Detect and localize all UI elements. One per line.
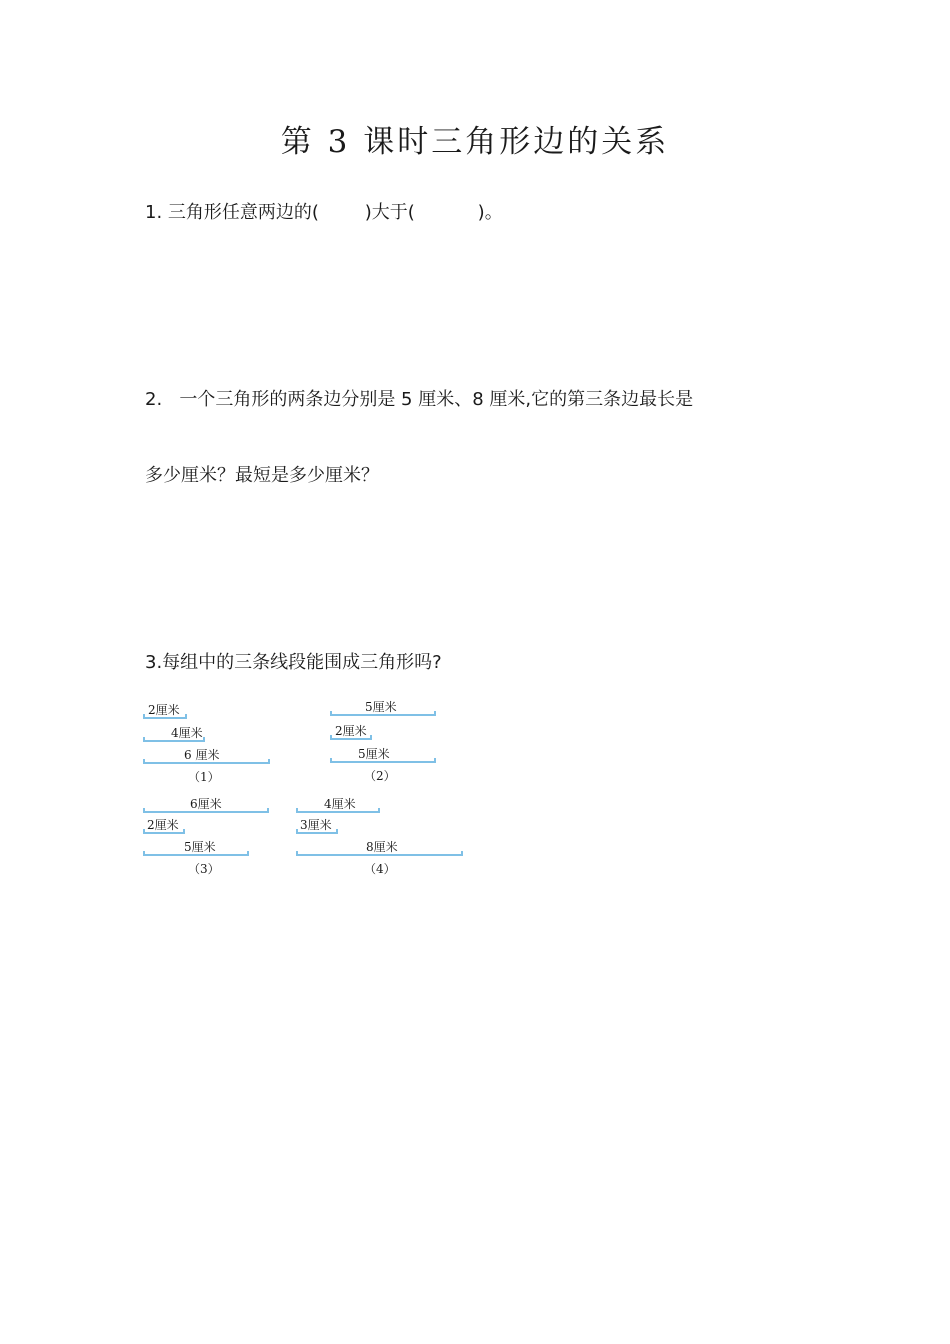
page-title: 第 3 课时三角形边的关系 — [280, 124, 670, 160]
question-2-line-2: 多少厘米？最短是多少厘米？ — [145, 465, 379, 486]
question-1: 1. 三角形任意两边的( )大于( )。 — [145, 202, 503, 223]
segment — [143, 808, 269, 813]
figure-caption: （3） — [188, 862, 220, 876]
figure-caption: （1） — [188, 770, 220, 784]
segment-label: 2厘米 — [147, 818, 179, 832]
segment-label: 6 厘米 — [184, 748, 220, 762]
question-3: 3.每组中的三条线段能围成三角形吗? — [145, 652, 442, 673]
segment-label: 4厘米 — [324, 797, 356, 811]
figure-caption: （4） — [364, 862, 396, 876]
segment — [143, 829, 185, 834]
segment — [143, 714, 187, 719]
segment-label: 5厘米 — [358, 747, 390, 761]
segment-label: 6厘米 — [190, 797, 222, 811]
segment — [143, 759, 270, 764]
segment — [143, 737, 205, 742]
segment — [296, 829, 338, 834]
figure-caption: （2） — [364, 769, 396, 783]
segment-label: 4厘米 — [171, 726, 203, 740]
segment — [296, 808, 380, 813]
segment-label: 5厘米 — [365, 700, 397, 714]
segment-label: 3厘米 — [300, 818, 332, 832]
segment — [330, 711, 436, 716]
segment-label: 2厘米 — [148, 703, 180, 717]
segment — [330, 758, 436, 763]
segment — [143, 851, 249, 856]
question-2-line-1: 2. 一个三角形的两条边分别是 5 厘米、8 厘米,它的第三条边最长是 — [145, 389, 694, 410]
segment — [296, 851, 463, 856]
segment — [330, 735, 372, 740]
segment-label: 8厘米 — [366, 840, 398, 854]
segment-label: 2厘米 — [335, 724, 367, 738]
segment-label: 5厘米 — [184, 840, 216, 854]
